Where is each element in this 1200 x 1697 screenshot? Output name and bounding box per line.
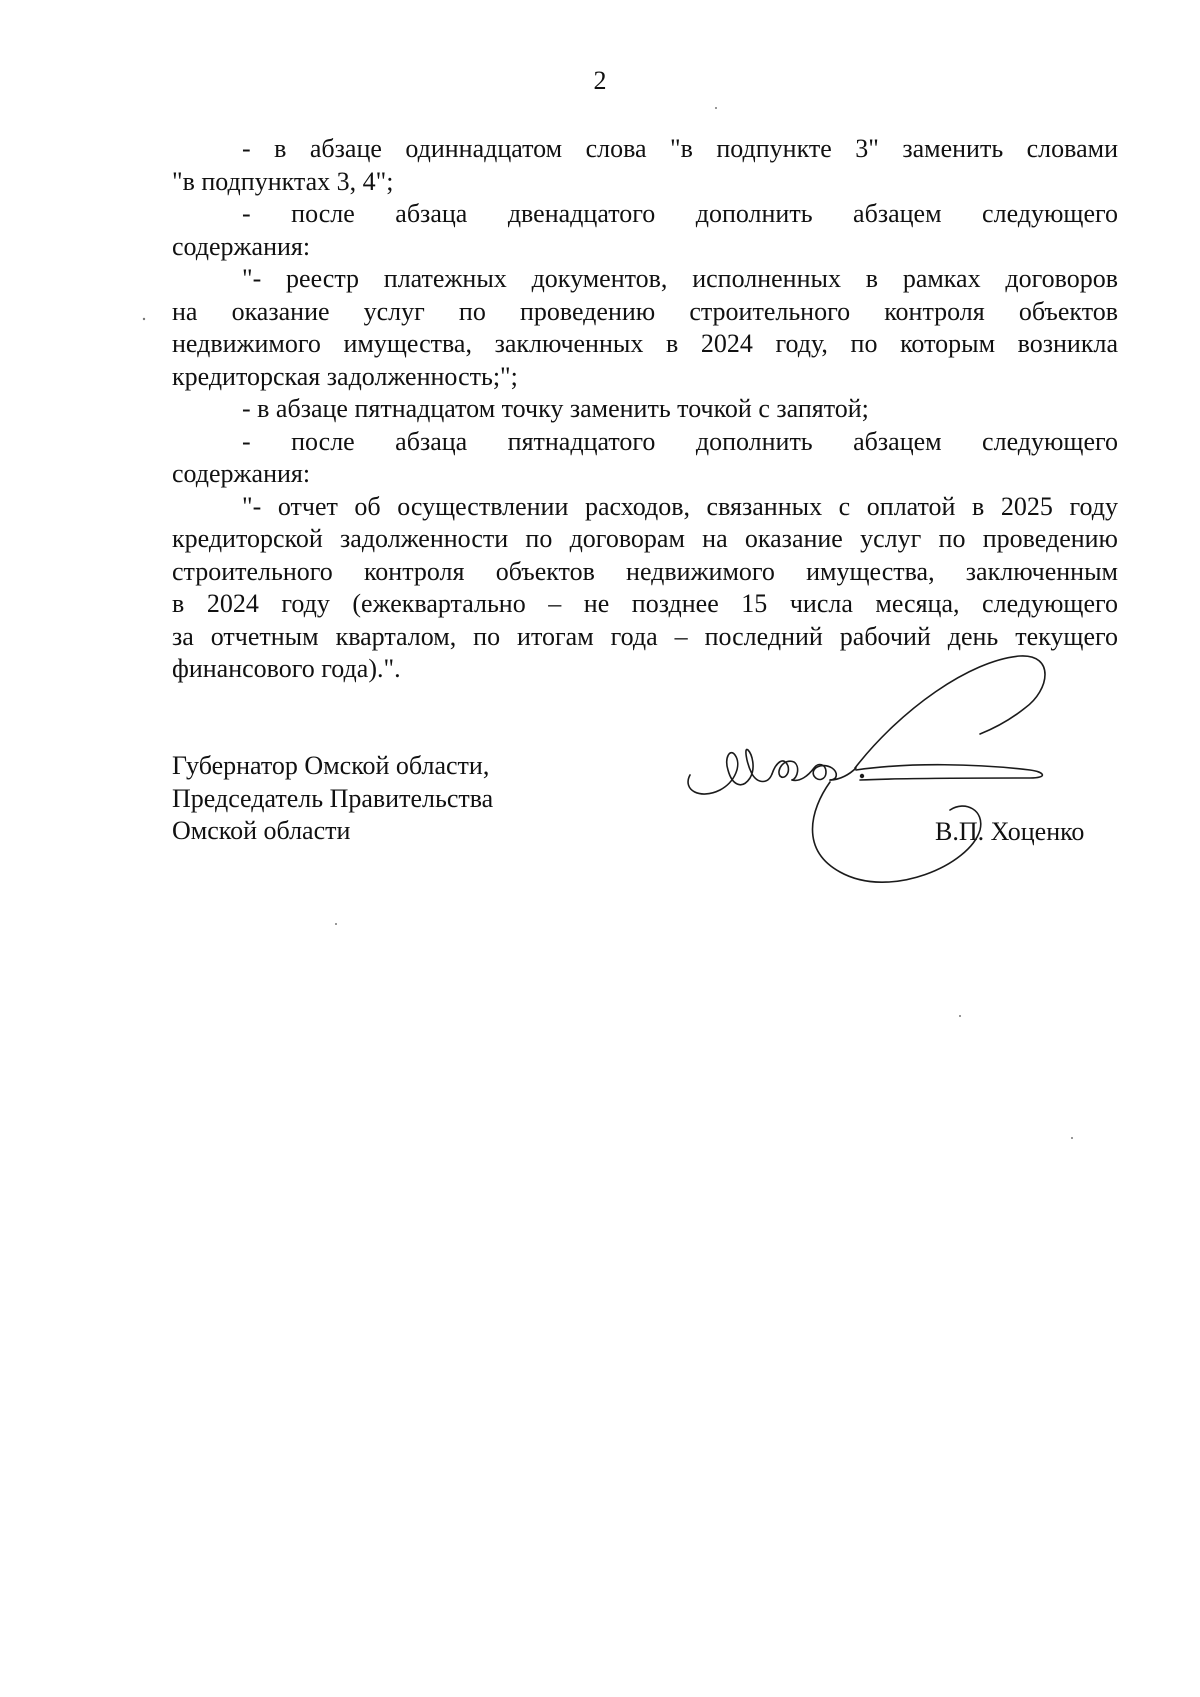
paragraph-line: строительного контроля объектов недвижимого имущества, заключенным — [172, 556, 1118, 586]
paragraph-line: недвижимого имущества, заключенных в 2024 году, по которым возникла — [172, 329, 1118, 358]
paragraph-line: - после абзаца двенадцатого дополнить абзацем следующего — [242, 199, 1118, 228]
signatory-name: В.П. Хоценко — [935, 817, 1085, 846]
position-line: Губернатор Омской области, — [172, 751, 490, 780]
paragraph-line: "- отчет об осуществлении расходов, связанных с оплатой в 2025 году — [242, 491, 1118, 521]
paragraph — [172, 393, 1118, 426]
handwritten-signature — [680, 650, 1130, 910]
signatory-position — [172, 750, 572, 848]
paragraph-line: финансового года).". — [172, 654, 401, 683]
paragraph-line: кредиторской задолженности по договорам на оказание услуг по проведению — [172, 524, 1118, 553]
paragraph-line: - после абзаца пятнадцатого дополнить абзацем следующего — [242, 426, 1118, 456]
paragraph-line: - в абзаце одиннадцатом слова "в подпункте 3" заменить словами — [242, 134, 1118, 163]
paragraph-line: - в абзаце пятнадцатом точку заменить точкой с запятой; — [242, 394, 869, 423]
paragraph-line: на оказание услуг по проведению строительного контроля объектов — [172, 296, 1118, 326]
paragraph-line: в 2024 году (ежеквартально – не позднее 15 числа месяца, следующего — [172, 589, 1118, 618]
paragraph — [172, 198, 1118, 263]
paragraph-line: за отчетным кварталом, по итогам года – последний рабочий день текущего — [172, 621, 1118, 651]
position-line: Председатель Правительства — [172, 783, 494, 813]
paragraph — [172, 133, 1118, 198]
paragraph-line: содержания: — [172, 459, 311, 488]
paragraph-line: кредиторская задолженность;"; — [172, 361, 518, 391]
paragraph-line: "в подпунктах 3, 4"; — [172, 166, 394, 196]
paragraph-line: содержания: — [172, 231, 311, 261]
paragraph-line: "- реестр платежных документов, исполненных в рамках договоров — [242, 264, 1118, 293]
position-line: Омской области — [172, 816, 351, 845]
document-body — [172, 133, 1118, 686]
paragraph — [172, 263, 1118, 393]
page-number: 2 — [593, 66, 607, 95]
paragraph — [172, 426, 1118, 491]
